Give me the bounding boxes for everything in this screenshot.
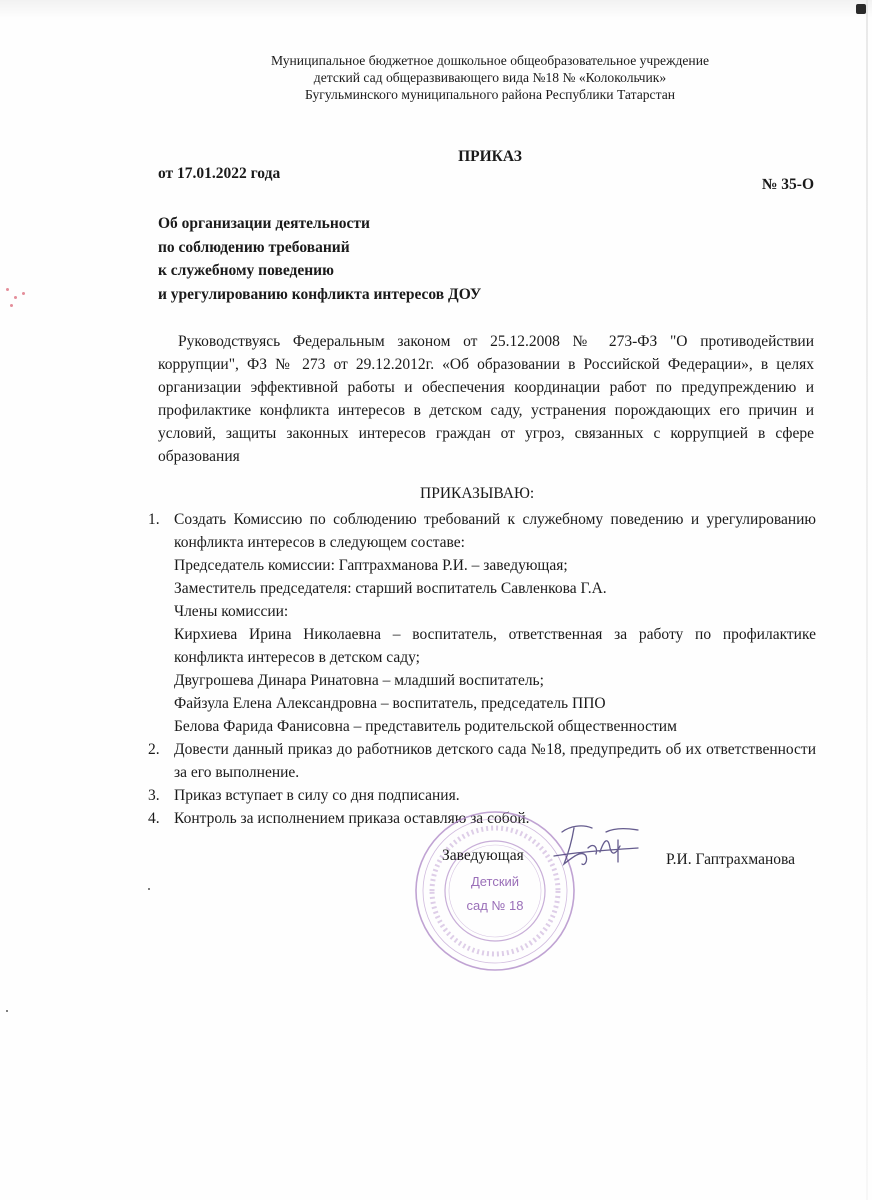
document-title: ПРИКАЗ [458,148,522,165]
header-line: детский сад общеразвивающего вида №18 № «Колокольчик» [313,70,667,85]
order-item-text: Контроль за исполнением приказа оставляю за собой. [174,810,530,827]
preamble-text: Руководствуясь Федеральным законом от 25.12.2008 № 273-ФЗ "О противодействии коррупции", ФЗ № 273 от 29.12.2012г. «Об образовании в Российской Федерации», в целях организации эффективной работы и обеспечения координации работ по предупреждению и профилактике конфликта интересов в детском саду, устранения порождающих его причин и условий, защиты законных интересов граждан от угроз, связанных с коррупцией в сфере образования [158,333,814,465]
commission-deputy: Заместитель председателя: старший воспитатель Савленкова Г.А. [174,580,607,597]
scan-edge [866,0,868,1200]
scan-shadow [0,0,872,18]
signatory-position: Заведующая [442,847,524,864]
scan-speck [14,296,17,299]
signatory-name: Р.И. Гаптрахманова [666,851,796,868]
order-item [148,784,816,807]
preamble [158,330,814,468]
commission-member: Кирхиева Ирина Николаевна – воспитатель, ответственная за работу по профилактике конфликта интересов в детском саду; [174,626,816,666]
subject-line: и урегулированию конфликта интересов ДОУ [158,285,482,303]
scan-dot [6,1010,8,1012]
scan-speck [6,288,9,291]
order-heading: ПРИКАЗЫВАЮ: [420,485,535,502]
stamp-text: Детский [470,874,520,889]
header-line: Муниципальное бюджетное дошкольное общеобразовательное учреждение [270,53,710,68]
scan-artifact [856,4,866,14]
stamp-text: сад № 18 [466,898,524,913]
stamp-seal [412,808,578,974]
scan-speck [10,304,13,307]
subject-line: Об организации деятельности [158,215,370,232]
order-item-number: 2. [148,741,160,758]
order-item-number: 1. [148,511,160,528]
order-item-text: Довести данный приказ до работников детского сада №18, предупредить об их ответственности за его выполнение. [174,741,816,781]
order-list [148,508,816,830]
subject-line: по соблюдению требований [158,238,350,256]
scan-speck [22,292,25,295]
commission-chairman: Председатель комиссии: Гаптрахманова Р.И. – заведующая; [174,557,568,574]
order-item-number: 3. [148,787,160,804]
commission-member: Двугрошева Динара Ринатовна – младший воспитатель; [174,672,544,689]
scan-dot [148,888,150,890]
subject-line: к служебному поведению [158,262,334,279]
document-date: от 17.01.2022 года [158,165,281,182]
order-item-text: Создать Комиссию по соблюдению требований к служебному поведению и урегулированию конфликта интересов в следующем составе: [174,511,816,551]
order-item-number: 4. [148,810,160,827]
order-item [148,738,816,784]
organization-header [200,52,780,103]
order-item [148,807,816,830]
header-line: Бугульминского муниципального района Республики Татарстан [305,87,675,102]
document-number: № 35-О [761,176,814,193]
commission-members-label: Члены комиссии: [174,603,289,620]
order-item [148,508,816,738]
commission-member: Белова Фарида Фанисовна – представитель родительской общественностим [174,718,677,735]
document-subject [158,212,481,306]
commission-member: Файзула Елена Александровна – воспитатель, председатель ППО [174,695,606,712]
order-item-text: Приказ вступает в силу со дня подписания. [174,787,460,804]
